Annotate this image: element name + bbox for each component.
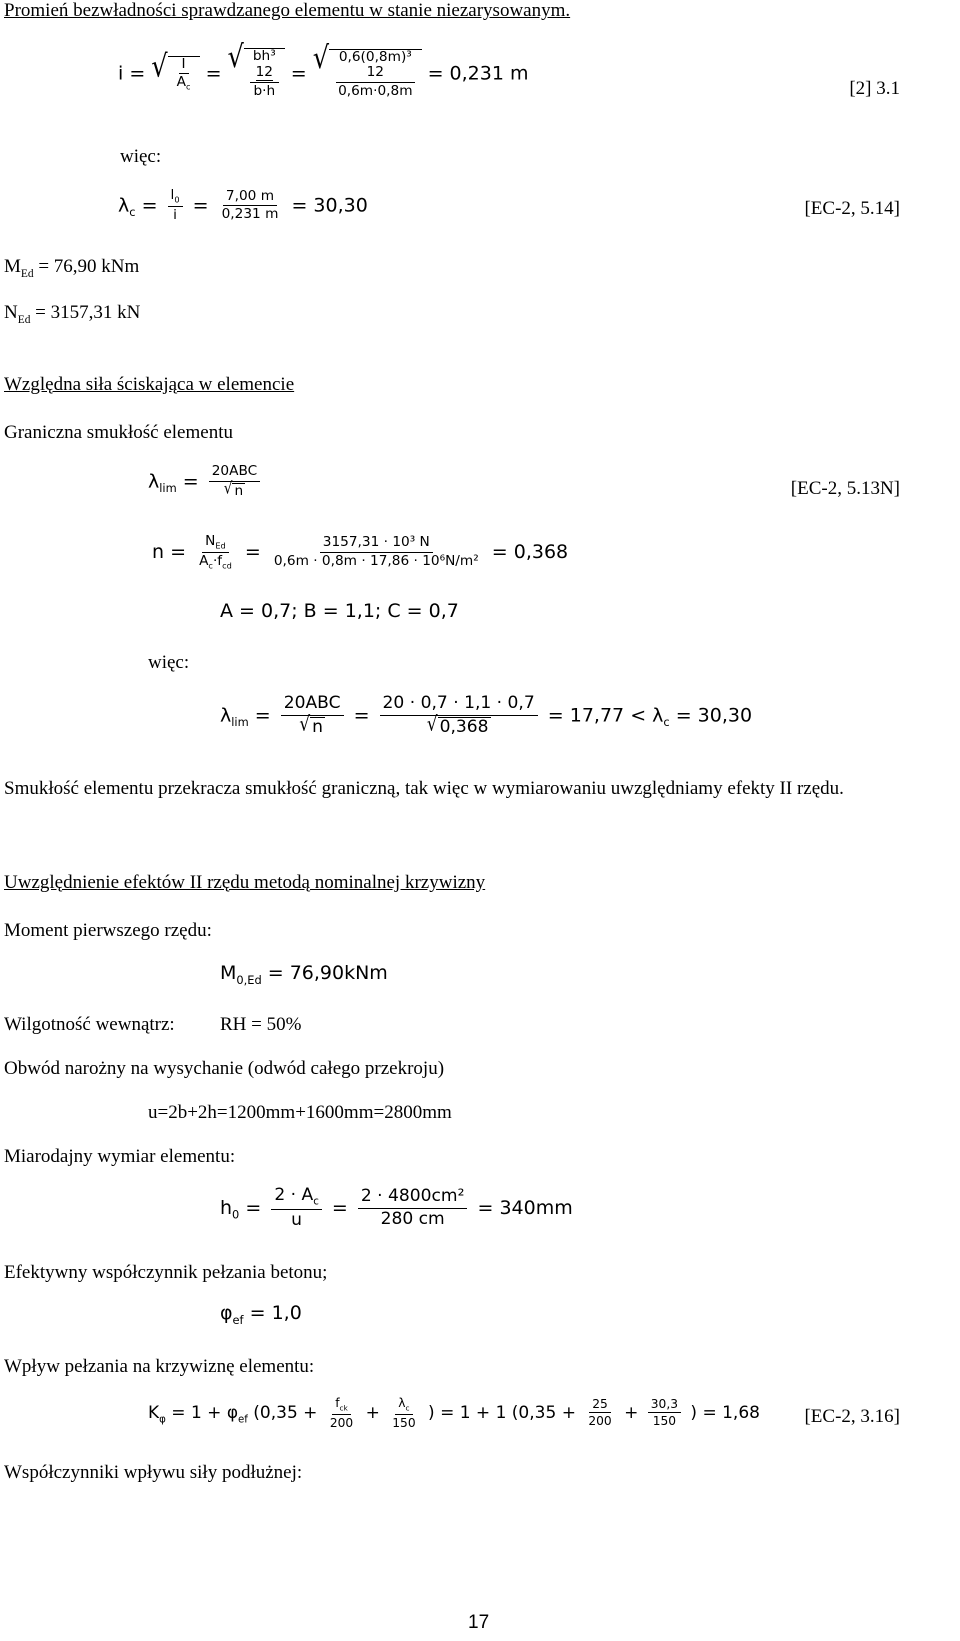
frac-den: 0,231 m [221,206,279,223]
frac-mid: 12 [366,64,384,81]
frac-den-sub: c [208,560,213,571]
frac-den: 200 [588,1414,612,1429]
n-ed-symbol: N [4,302,18,323]
frac-den: 200 [329,1415,354,1430]
frac-den: 0,6m · 0,8m · 17,86 · 10⁶N/m² [273,553,479,570]
frac-den: 280 cm [380,1208,445,1229]
m0-symbol: M [220,962,237,984]
frac-num: 20 · 0,7 · 1,1 · 0,7 [380,694,538,716]
h0-result: = 340mm [477,1196,573,1219]
ref-creep: [EC-2, 3.16] [804,1406,900,1427]
formula-lim-def: $\lambda_{lim}$ = 20ABC √ n [148,464,264,500]
formula-radius-lhs: i = [118,62,146,85]
m0-sub: 0,Ed [236,972,262,987]
humidity-value: RH = 50% [220,1014,302,1035]
n-ed-sub: Ed [17,313,31,326]
formula-n-result: = 0,368 [491,541,569,564]
frac-num: 20ABC [209,464,260,482]
h0-symbol: h [220,1196,233,1219]
formula-abc: A = 0,7; B = 1,1; C = 0,7 [220,600,459,622]
ref-limit: [EC-2, 5.13N] [790,478,900,499]
lambda-symbol: λ [148,470,160,493]
first-order-moment-label: Moment pierwszego rzędu: [4,920,212,941]
lambda-sub: c [129,205,136,220]
humidity-label: Wilgotność wewnątrz: [4,1014,175,1035]
limit-slenderness-label: Graniczna smukłość elementu [4,422,233,443]
sqrt-3: √ 0,6(0,8m)³ 12 0,6m·0,8m [313,49,422,100]
frac-den: 0,6m·0,8m [338,82,413,99]
m-ed-sub: Ed [20,267,34,280]
frac-mid: 12 [255,63,273,80]
frac-den-sub: cd [222,560,232,571]
formula-kphi [148,1396,760,1430]
frac-num: N [205,533,216,549]
frac-den: 0,368 [439,716,489,737]
frac-den: i [173,207,177,224]
creep-effect-label: Wpływ pełzania na krzywiznę elementu: [4,1356,315,1377]
phi-result: = 1,0 [243,1302,302,1324]
sqrt-1: √ $\frac{I}{A_c}$ [151,56,199,93]
wiec-label-2: więc: [148,652,190,673]
m0-result: = 76,90kNm [261,962,388,984]
plus-sign: + [365,1402,380,1423]
plus-sign: + [624,1402,639,1423]
perimeter-value: u=2b+2h=1200mm+1600mm=2800mm [148,1102,452,1123]
heading-relative-force: Względna siła ściskająca w elemencie [4,374,295,395]
m-ed-symbol: M [4,256,21,277]
frac-num: bh³ [252,48,276,64]
formula-h0: $h_0$ = $\frac{2 \cdot A_c}{u}$ = $\frac{\text{2 · 4800cm²}}{280 cm}$ = 340mm [220,1185,573,1231]
frac-num: 7,00 m [223,189,277,207]
frac-num-sub: c [313,1195,319,1208]
k-symbol: K [148,1402,160,1423]
lambda-symbol: λ [220,704,232,727]
frac-den: 150 [392,1415,416,1430]
formula-phi [220,1302,302,1327]
n-ed-line [4,302,140,331]
frac-num: 3157,31 · 10³ N [320,535,433,553]
frac-num-sub: ck [339,1403,348,1413]
frac-den: b·h [253,83,276,100]
frac-num: l [170,187,175,203]
phi-sub: ef [232,1312,244,1327]
frac-den: n [312,716,323,737]
formula-radius-result: = 0,231 m [427,62,529,85]
m-ed-value: = 76,90 kNm [33,256,140,277]
formula-n: n = $\frac{N_{Ed}}{A_c\cdot f_{cd}}$ = $\frac{\text{3157,31 · 10³ N}}{\text{0,6m · 0,8m · 17,86 · 10⁶N/m²}}$ = 0,368 [152,533,569,571]
kphi-part2: (0,35 + [253,1402,318,1423]
frac-num: 0,6(0,8m)³ [338,48,412,65]
m-ed-line [4,256,139,285]
formula-radius: i = √ $\frac{I}{A_c}$ = √ bh³ 12 b·h = √ 0,6(0,8m)³ 12 0,6m·0,8m = 0,231 m [118,39,529,100]
frac-num: 20ABC [281,694,344,716]
frac-num: 25 [589,1397,611,1413]
kphi-result: ) = 1,68 [690,1402,760,1423]
wiec-label-1: więc: [120,146,162,167]
frac-den: A [199,553,209,570]
axial-factors-label: Współczynniki wpływu siły podłużnej: [4,1462,303,1483]
frac-num: 30,3 [648,1397,681,1413]
lambda-sub: lim [231,715,249,730]
frac-num: I [179,57,189,75]
kphi-part1-sub: ef [238,1414,248,1426]
k-sub: φ [159,1414,166,1426]
frac-den: u [291,1210,302,1231]
formula-lim-result: = 17,77 < λ [547,704,664,727]
sqrt-2: √ bh³ 12 b·h [228,48,285,100]
frac-num: f [335,1396,340,1410]
lambda-symbol: λ [118,194,130,217]
ref-radius: [2] 3.1 [849,78,900,99]
frac-num-sub: Ed [215,540,226,551]
frac-num-sub: 0 [174,194,180,205]
frac-den: 150 [652,1414,677,1429]
formula-slenderness-result: = 30,30 [291,194,368,217]
perimeter-label: Obwód narożny na wysychanie (odwód całego przekroju) [4,1058,445,1079]
heading-radius: Promień bezwładności sprawdzanego elementu w stanie niezarysowanym. [4,0,571,21]
notional-size-label: Miarodajny wymiar elementu: [4,1146,236,1167]
conclusion-text: Smukłość elementu przekracza smukłość graniczną, tak więc w wymiarowaniu uwzględniamy efekty II rzędu. [4,778,844,799]
frac-num: 2 · 4800cm² [358,1187,468,1209]
page-number: 17 [468,1612,490,1633]
formula-lim-result-tail: = 30,30 [669,704,753,727]
formula-lim-calc: $\lambda_{lim}$ = 20ABC √ n = 20 · 0,7 · 1,1 · 0,7 √ 0,368 = $17,77 < \lambda_c = 30,30$ [220,693,753,737]
kphi-part1: = 1 + φ [171,1402,239,1423]
formula-m0 [220,962,388,987]
formula-n-lhs: n = [152,541,187,564]
ref-slenderness: [EC-2, 5.14] [804,198,900,219]
h0-sub: 0 [232,1207,240,1222]
n-ed-value: = 3157,31 kN [30,302,141,323]
phi-symbol: φ [220,1302,233,1324]
lambda-sub: c [663,715,670,730]
formula-slenderness: $\lambda_c$ = $\frac{l_0}{i}$ = $\frac{7,00 m}{0,231 m}$ = 30,30 [118,187,368,224]
frac-den-mid: ·f [212,553,223,570]
frac-num-sub: c [405,1403,410,1413]
creep-label: Efektywny współczynnik pełzania betonu; [4,1262,328,1283]
frac-den: A [176,74,186,91]
frac-den-sub: c [186,82,191,93]
lambda-sub: lim [159,481,177,496]
frac-num: λ [398,1396,406,1410]
frac-den: n [234,482,244,499]
frac-num: 2 · A [274,1185,314,1205]
heading-nominal-curvature: Uwzględnienie efektów II rzędu metodą nominalnej krzywizny [4,872,486,893]
kphi-part3: ) = 1 + 1 (0,35 + [428,1402,576,1423]
